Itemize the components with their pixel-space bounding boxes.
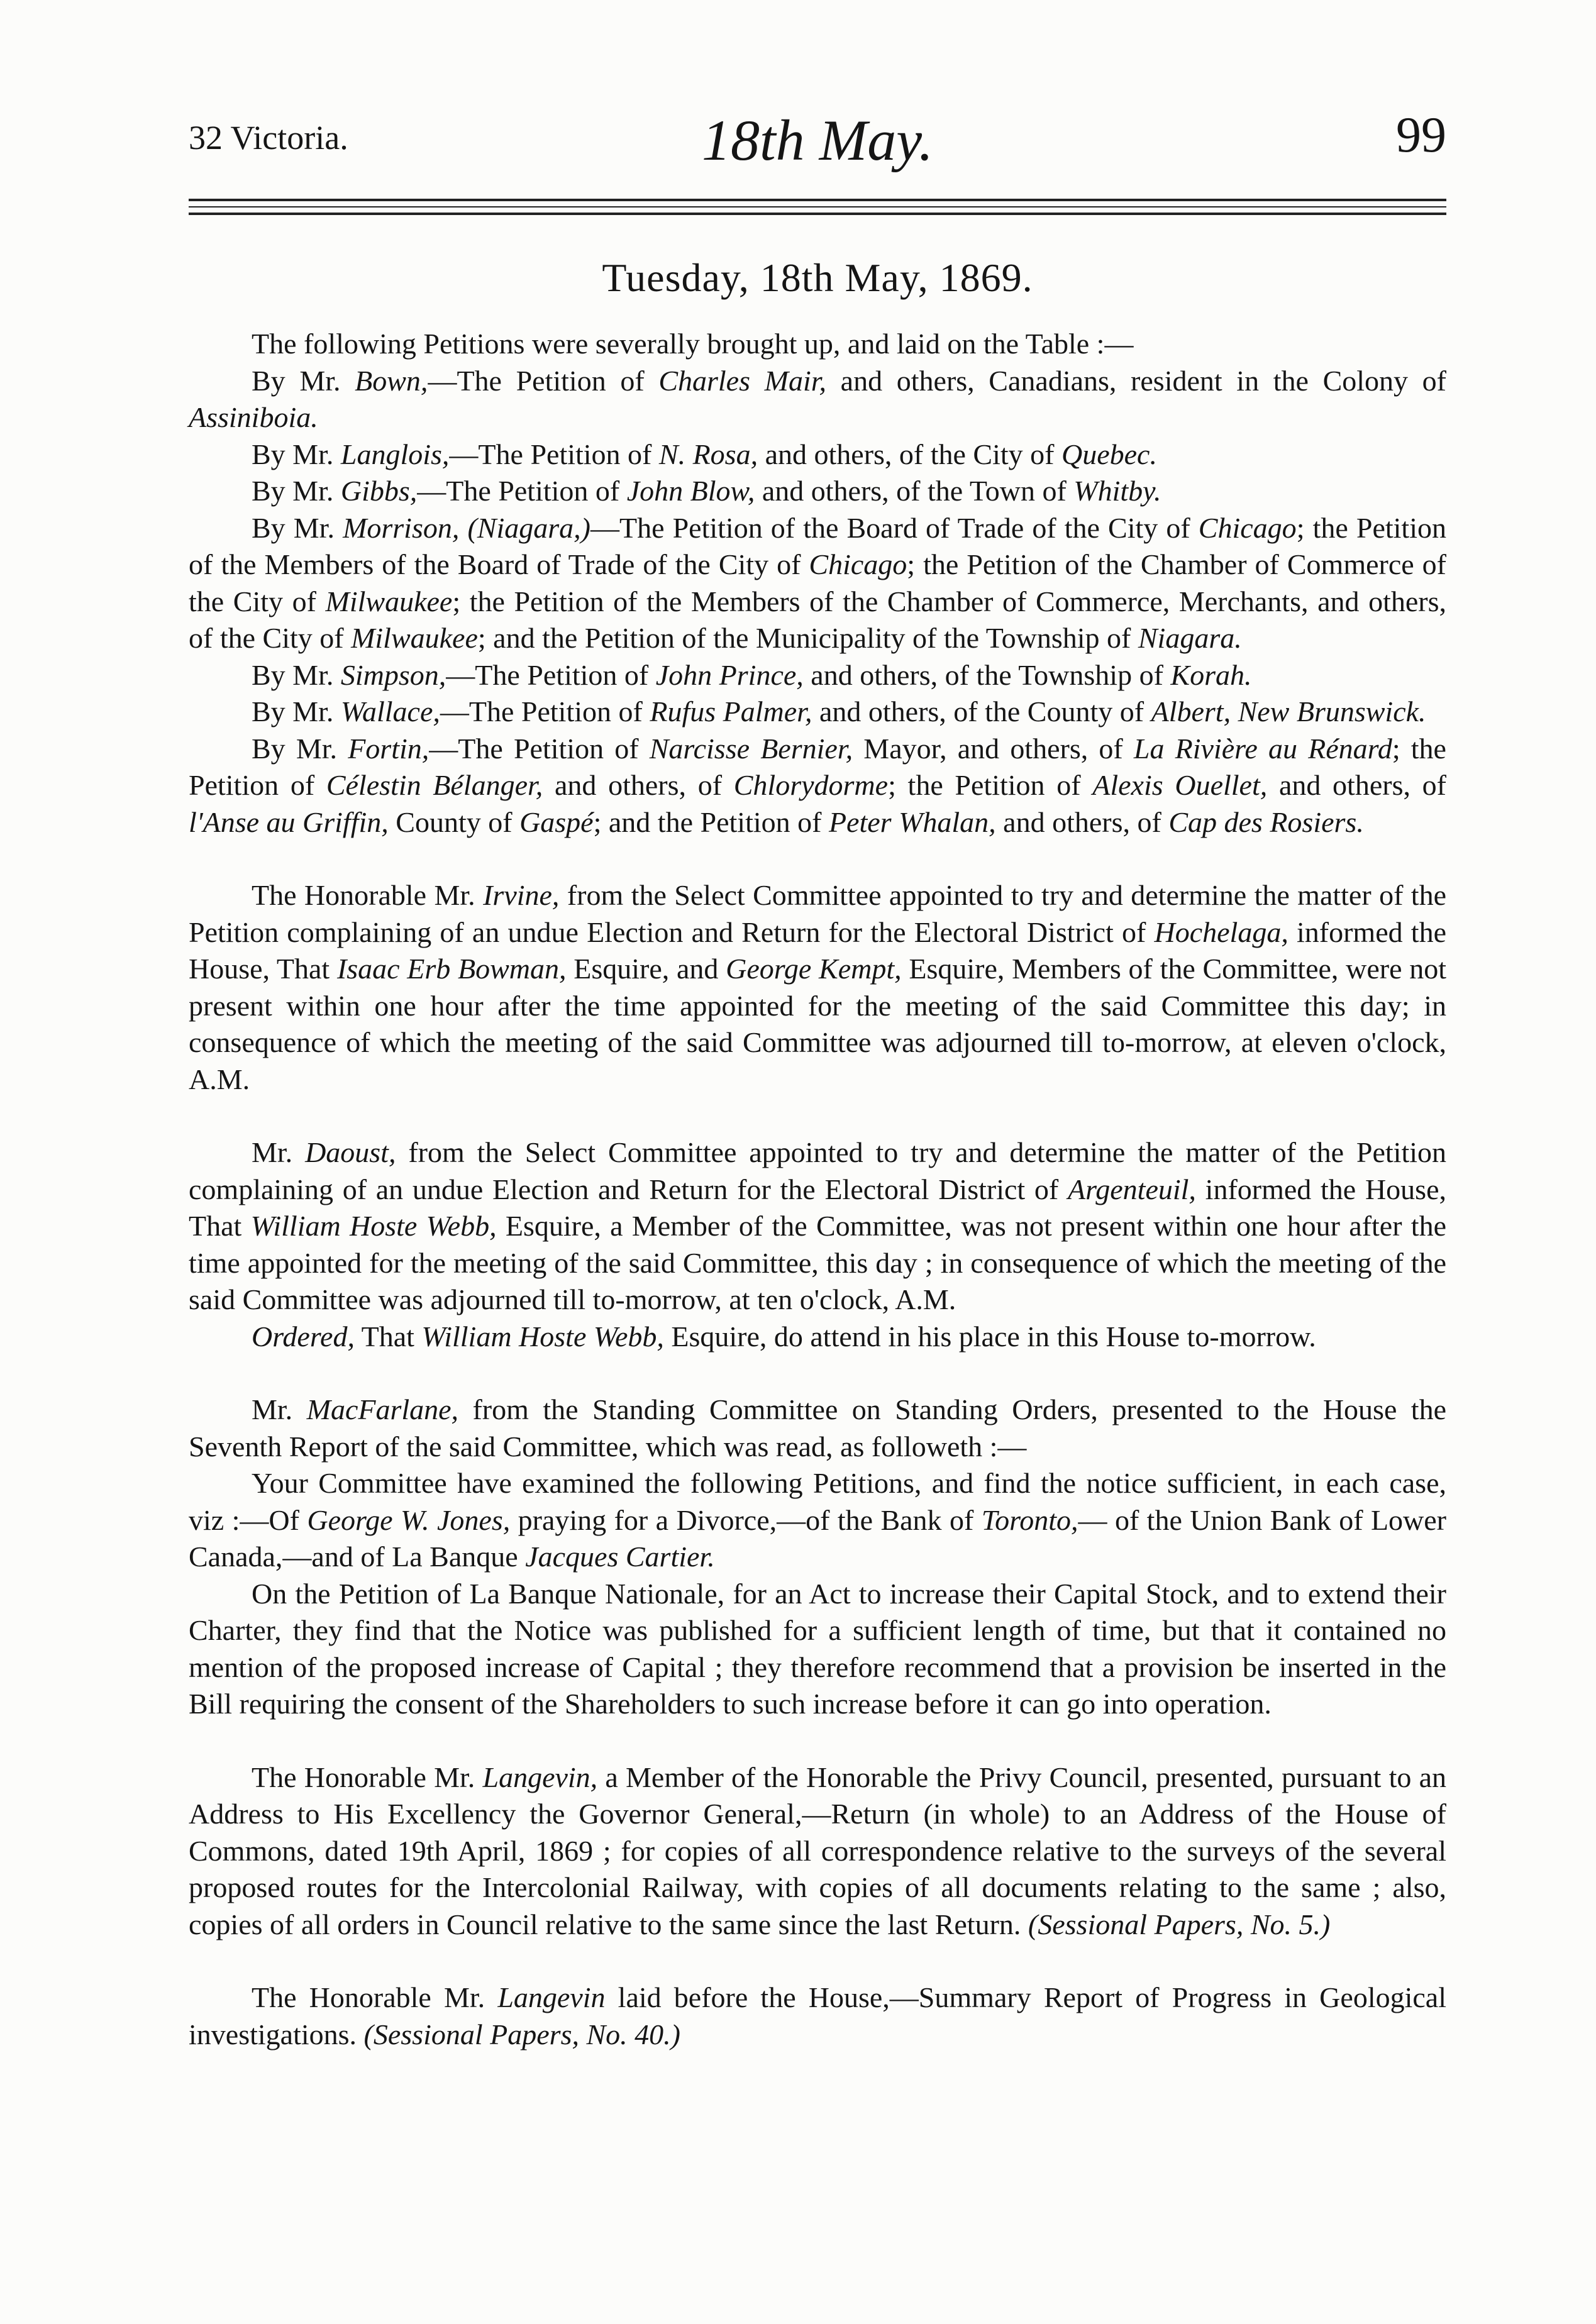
journal-body [189, 326, 1446, 2053]
petition-entry: By Mr. Morrison, (Niagara,)—The Petition of the Board of Trade of the City of Chicago; the Petition of the Members of the Board of Trade of the City of Chicago; the Petition of the Chamber of Commerce of the City of Milwaukee; the Petition of the Members of the Chamber of Commerce, Merchants, and others, of the City of Milwaukee; and the Petition of the Municipality of the Township of Niagara. [189, 511, 1446, 654]
session-label: 32 Victoria. [189, 119, 348, 157]
petition-entry: By Mr. Gibbs,—The Petition of John Blow, and others, of the Town of Whitby. [252, 475, 1161, 507]
langevin-geological-report: The Honorable Mr. Langevin laid before the House,—Summary Report of Progress in Geological investigations. (Sessional Papers, No. 40.) [189, 1981, 1446, 2050]
langevin-return: The Honorable Mr. Langevin, a Member of the Honorable the Privy Council, presented, pursuant to an Address to His Excellency the Governor General,—Return (in whole) to an Address of the House of Commons, dated 19th April, 1869 ; for copies of all correspondence relative to the surveys of the several proposed routes for the Intercolonial Railway, with copies of all documents relating to the same ; also, copies of all orders in Council relative to the same since the last Return. (Sessional Papers, No. 5.) [189, 1761, 1446, 1940]
page-header [189, 107, 1446, 189]
petition-entry: By Mr. Wallace,—The Petition of Rufus Palmer, and others, of the County of Albert, New Brunswick. [252, 695, 1426, 728]
daoust-order: Ordered, That William Hoste Webb, Esquire, do attend in his place in this House to-morrow. [252, 1320, 1316, 1353]
header-date: 18th May. [702, 108, 933, 172]
sitting-date-title: Tuesday, 18th May, 1869. [602, 255, 1033, 300]
petition-entry: By Mr. Bown,—The Petition of Charles Mair, and others, Canadians, resident in the Colony of Assiniboia. [189, 364, 1446, 433]
page-number: 99 [1396, 108, 1446, 163]
petition-entry: By Mr. Langlois,—The Petition of N. Rosa, and others, of the City of Quebec. [252, 438, 1157, 470]
daoust-committee-report: Mr. Daoust, from the Select Committee appointed to try and determine the matter of the Petition complaining of an undue Election and Return for the Electoral District of Argenteuil, informed the House, That William Hoste Webb, Esquire, a Member of the Committee, was not present within one hour after the time appointed for the meeting of the said Committee, this day ; in consequence of which the meeting of the said Committee was adjourned till to-morrow, at ten o'clock, A.M. [189, 1136, 1446, 1315]
macfarlane-report: Mr. MacFarlane, from the Standing Committee on Standing Orders, presented to the House the Seventh Report of the said Committee, which was read, as followeth :— [189, 1393, 1447, 1463]
petitions-intro: The following Petitions were severally brought up, and laid on the Table :— [252, 328, 1134, 360]
macfarlane-report-banque-nationale: On the Petition of La Banque Nationale, for an Act to increase their Capital Stock, and to extend their Charter, they find that the Notice was published for a sufficient length of time, but that it contained no mention of the proposed increase of Capital ; they therefore recommend that a provision be inserted in the Bill requiring the consent of the Shareholders to such increase before it can go into operation. [189, 1577, 1446, 1720]
irvine-committee-report: The Honorable Mr. Irvine, from the Select Committee appointed to try and determine the matter of the Petition complaining of an undue Election and Return for the Electoral District of Hochelaga, informed the House, That Isaac Erb Bowman, Esquire, and George Kempt, Esquire, Members of the Committee, were not present within one hour after the time appointed for the meeting of the said Committee this day; in consequence of which the meeting of the said Committee was adjourned till to-morrow, at eleven o'clock, A.M. [189, 879, 1447, 1095]
macfarlane-report-petitions: Your Committee have examined the following Petitions, and find the notice sufficient, in each case, viz :—Of George W. Jones, praying for a Divorce,—of the Bank of Toronto,— of the Union Bank of Lower Canada,—and of La Banque Jacques Cartier. [189, 1467, 1446, 1573]
petition-entry: By Mr. Simpson,—The Petition of John Prince, and others, of the Township of Korah. [252, 658, 1252, 691]
petition-entry: By Mr. Fortin,—The Petition of Narcisse Bernier, Mayor, and others, of La Rivière au Rénard; the Petition of Célestin Bélanger, and others, of Chlorydorme; the Petition of Alexis Ouellet, and others, of l'Anse au Griffin, County of Gaspé; and the Petition of Peter Whalan, and others, of Cap des Rosiers. [189, 732, 1446, 838]
header-rule [189, 194, 1446, 219]
